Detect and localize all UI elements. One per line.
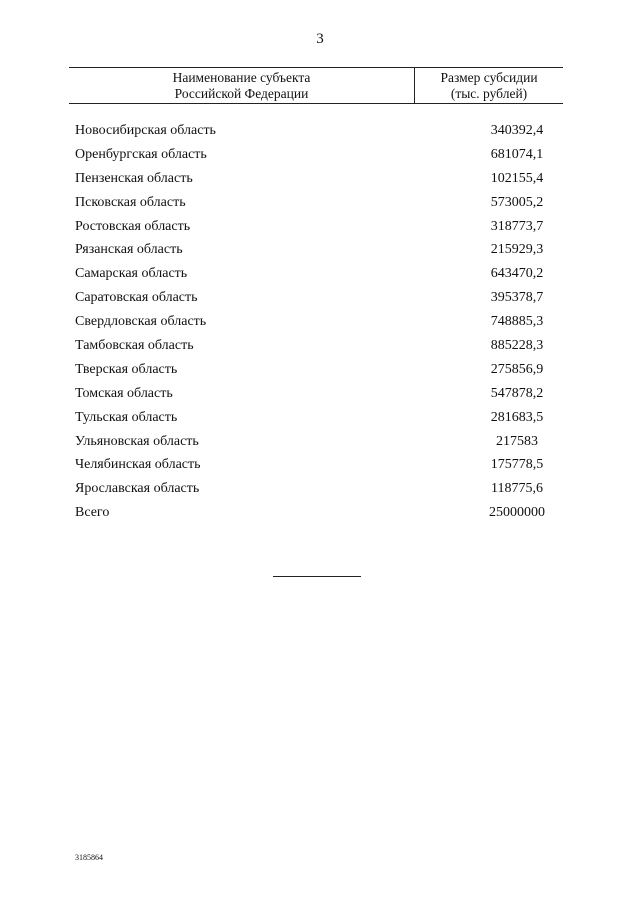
table-row bbox=[75, 360, 555, 384]
region-name: Челябинская область bbox=[75, 457, 201, 473]
total-amount: 25000000 bbox=[489, 505, 545, 521]
table-row bbox=[75, 479, 555, 503]
region-name: Рязанская область bbox=[75, 242, 183, 258]
region-name: Тульская область bbox=[75, 409, 178, 425]
region-name: Пензенская область bbox=[75, 170, 193, 186]
table-row bbox=[75, 264, 555, 288]
header-subsidy-amount-line1: Размер субсидии bbox=[440, 70, 538, 85]
subsidy-amount: 573005,2 bbox=[490, 194, 544, 210]
subsidy-amount: 318773,7 bbox=[490, 218, 544, 234]
region-name: Саратовская область bbox=[75, 290, 198, 306]
subsidy-amount: 395378,7 bbox=[490, 290, 544, 306]
region-name: Тверская область bbox=[75, 361, 178, 377]
table-row bbox=[75, 336, 555, 360]
subsidy-amount: 118775,6 bbox=[491, 481, 543, 497]
table-row bbox=[75, 121, 555, 145]
page-number: 3 bbox=[316, 31, 324, 47]
table-row bbox=[75, 169, 555, 193]
subsidy-amount: 217583 bbox=[496, 433, 538, 449]
subsidy-amount: 748885,3 bbox=[490, 314, 544, 330]
table-row bbox=[75, 193, 555, 217]
document-code: 3185864 bbox=[75, 853, 103, 862]
subsidy-amount: 215929,3 bbox=[490, 242, 544, 258]
region-name: Новосибирская область bbox=[75, 123, 216, 138]
region-name: Ульяновская область bbox=[75, 433, 199, 449]
subsidy-amount: 340392,4 bbox=[490, 123, 544, 138]
region-name: Томская область bbox=[75, 385, 173, 401]
total-label: Всего bbox=[75, 505, 110, 521]
header-top-rule bbox=[69, 67, 563, 68]
header-region-name bbox=[69, 70, 414, 102]
subsidy-amount: 547878,2 bbox=[490, 385, 544, 401]
end-of-document-rule bbox=[273, 576, 361, 577]
table-row bbox=[75, 240, 555, 264]
table-body bbox=[75, 121, 555, 527]
region-name: Самарская область bbox=[75, 266, 188, 282]
region-name: Свердловская область bbox=[75, 314, 207, 330]
region-name: Оренбургская область bbox=[75, 146, 207, 162]
subsidy-amount: 102155,4 bbox=[490, 170, 544, 186]
table-row bbox=[75, 384, 555, 408]
table-row bbox=[75, 408, 555, 432]
table-row bbox=[75, 455, 555, 479]
header-bottom-rule bbox=[69, 103, 563, 104]
header-subsidy-amount bbox=[415, 70, 563, 102]
table-row bbox=[75, 288, 555, 312]
table-row bbox=[75, 217, 555, 241]
table-header bbox=[69, 67, 563, 103]
table-row bbox=[75, 312, 555, 336]
table-row bbox=[75, 432, 555, 456]
subsidy-amount: 643470,2 bbox=[490, 266, 544, 282]
region-name: Ярославская область bbox=[75, 481, 200, 497]
subsidy-amount: 275856,9 bbox=[490, 361, 544, 377]
region-name: Тамбовская область bbox=[75, 338, 194, 354]
table-row bbox=[75, 145, 555, 169]
header-region-name-line1: Наименование субъекта bbox=[172, 70, 311, 85]
subsidy-amount: 681074,1 bbox=[490, 146, 544, 162]
header-subsidy-amount-line2: (тыс. рублей) bbox=[450, 86, 528, 101]
region-name: Ростовская область bbox=[75, 218, 191, 234]
subsidy-amount: 885228,3 bbox=[490, 338, 544, 354]
region-name: Псковская область bbox=[75, 194, 186, 210]
header-region-name-line2: Российской Федерации bbox=[174, 86, 309, 101]
table-row-total bbox=[75, 503, 555, 527]
subsidy-amount: 175778,5 bbox=[490, 457, 544, 473]
subsidy-amount: 281683,5 bbox=[490, 409, 544, 425]
